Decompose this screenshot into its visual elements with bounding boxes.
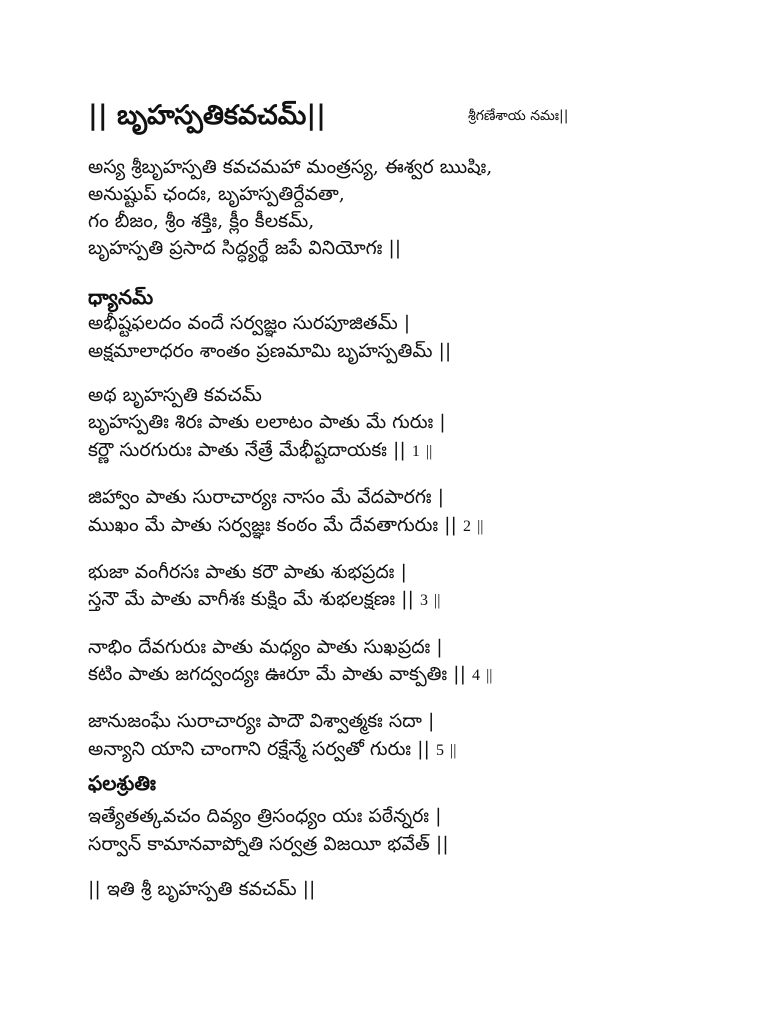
verse-number: 1 <box>411 443 420 460</box>
kavacham-intro: అథ బృహస్పతి కవచమ్ <box>88 384 262 406</box>
phalashruti-heading: ఫలశ్రుతిః <box>88 771 156 795</box>
verse-text: కర్ణౌ సురగురుః పాతు నేత్రే మేభీష్టదాయకః || <box>88 439 406 461</box>
dhyanam-heading: ధ్యానమ్ <box>88 285 154 309</box>
page-title: || బృహస్పతికవచమ్|| <box>88 100 326 131</box>
verse-line: స్తనౌ మే పాతు వాగీశః కుక్షిం మే శుభలక్షణః || 3 || <box>88 588 441 610</box>
phalashruti-line: సర్వాన్ కామానవాప్నోతి సర్వత్ర విజయీ భవేత్ || <box>88 833 449 855</box>
dhyanam-line: అక్షమాలాధరం శాంతం ప్రణమామి బృహస్పతిమ్ || <box>88 340 452 362</box>
verse-text: కటిం పాతు జగద్వంద్యః ఊరూ మే పాతు వాక్పతిః || <box>88 663 466 685</box>
verse-line: జిహ్వాం పాతు సురాచార్యః నాసం మే వేదపారగః | <box>88 486 444 508</box>
verse-line: కటిం పాతు జగద్వంద్యః ఊరూ మే పాతు వాక్పతిః || 4 || <box>88 663 493 685</box>
closing-line: || ఇతి శ్రీ బృహస్పతి కవచమ్ || <box>88 878 316 900</box>
verse-line: కర్ణౌ సురగురుః పాతు నేత్రే మేభీష్టదాయకః || 1 || <box>88 439 433 461</box>
verse-line: నాభిం దేవగురుః పాతు మధ్యం పాతు సుఖప్రదః | <box>88 636 443 658</box>
intro-line: అస్య శ్రీబృహస్పతి కవచమహా మంత్రస్య, ఈశ్వర ఋషిః, <box>88 156 493 178</box>
verse-line: జానుజంఘే సురాచార్యః పాదౌ విశ్వాత్మకః సదా | <box>88 710 435 732</box>
verse-text: అన్యాని యాని చాంగాని రక్షేన్మే సర్వతో గురుః || <box>88 738 430 760</box>
verse-text: ముఖం మే పాతు సర్వజ్ఞః కంఠం మే దేవతాగురుః || <box>88 514 457 536</box>
phalashruti-line: ఇత్యేతత్కవచం దివ్యం త్రిసంధ్యం యః పఠేన్నరః | <box>88 805 442 827</box>
verse-number: 2 <box>463 518 472 535</box>
verse-text: స్తనౌ మే పాతు వాగీశః కుక్షిం మే శుభలక్షణః || <box>88 588 414 610</box>
invocation-text: శ్రీగణేశాయ నమః|| <box>468 108 569 124</box>
document-header <box>88 92 708 140</box>
verse-line: భుజా వంగీరసః పాతు కరౌ పాతు శుభప్రదః | <box>88 561 407 583</box>
intro-line: అనుష్టుప్ ఛందః, బృహస్పతిర్దేవతా, <box>88 183 345 205</box>
verse-number: 3 <box>419 592 428 609</box>
intro-line: గం బీజం, శ్రీం శక్తిః, క్లీం కీలకమ్, <box>88 210 315 232</box>
verse-number: 4 <box>472 667 481 684</box>
verse-line: అన్యాని యాని చాంగాని రక్షేన్మే సర్వతో గురుః || 5 || <box>88 738 457 760</box>
verse-number: 5 <box>435 742 444 759</box>
verse-line: ముఖం మే పాతు సర్వజ్ఞః కంఠం మే దేవతాగురుః || 2 || <box>88 514 484 536</box>
intro-line: బృహస్పతి ప్రసాద సిద్ధ్యర్థే జపే వినియోగః || <box>88 237 402 259</box>
verse-line: బృహస్పతిః శిరః పాతు లలాటం పాతు మే గురుః | <box>88 411 446 433</box>
dhyanam-line: అభీష్టఫలదం వందే సర్వజ్ఞం సురపూజితమ్ | <box>88 312 411 334</box>
